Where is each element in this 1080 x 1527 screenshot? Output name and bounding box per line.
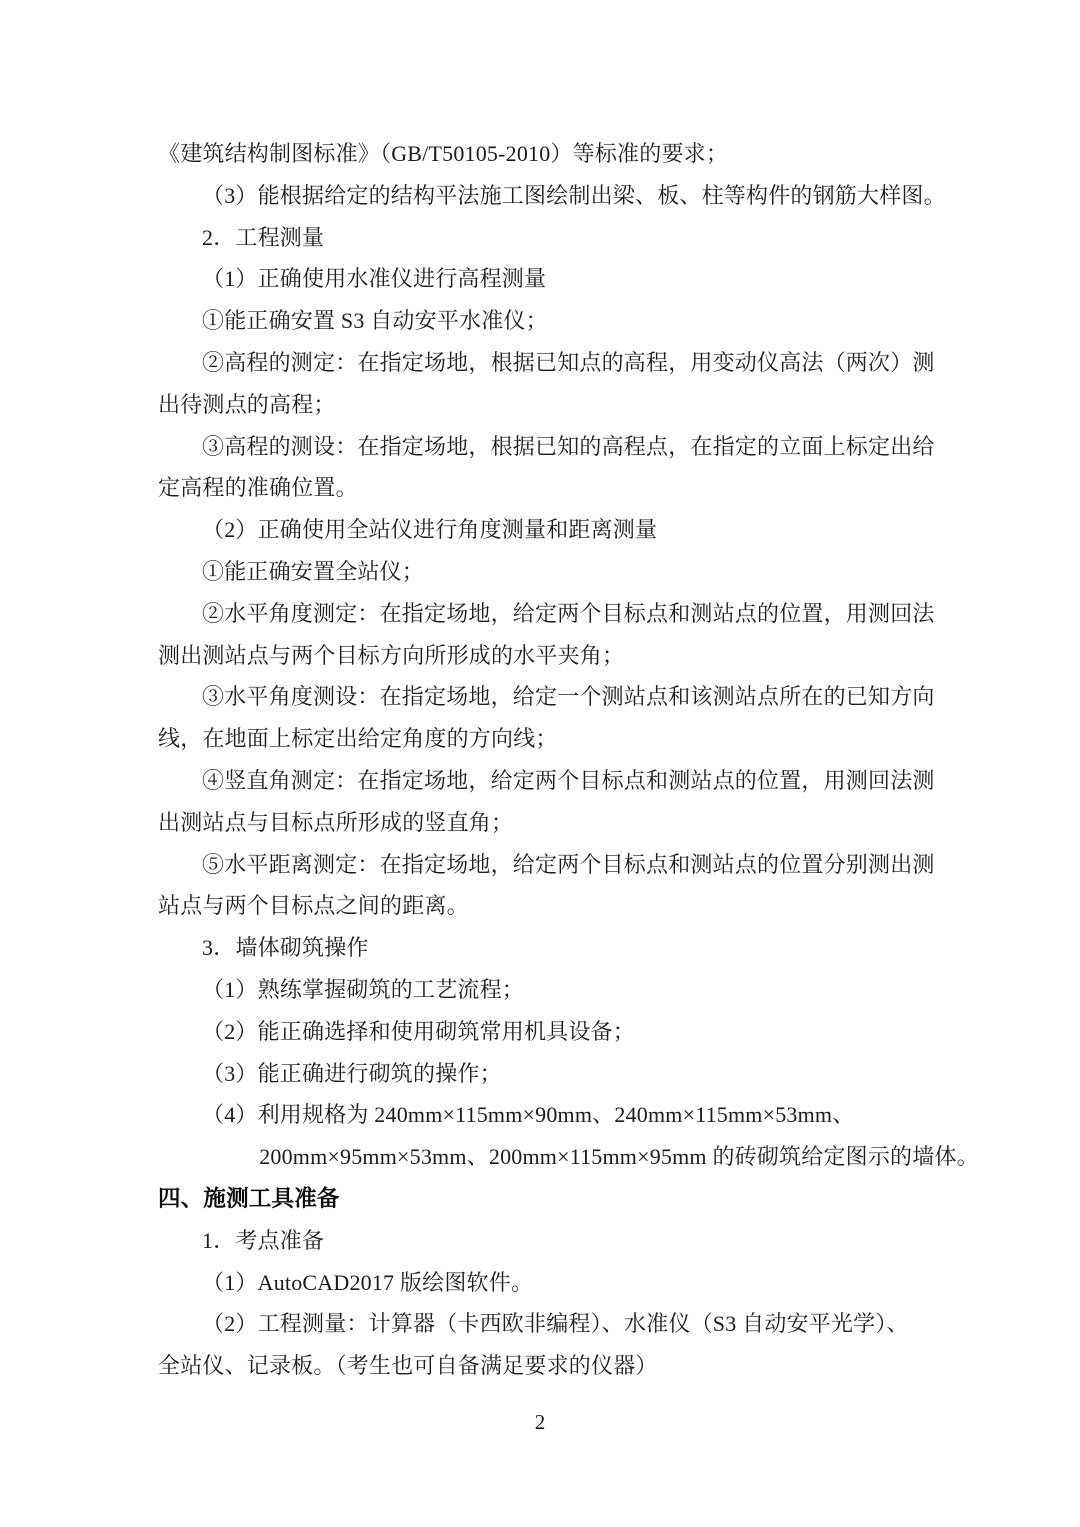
text-line: ③水平角度测设：在指定场地，给定一个测站点和该测站点所在的已知方向 bbox=[202, 684, 935, 710]
text-line: ③高程的测设：在指定场地，根据已知的高程点，在指定的立面上标定出给 bbox=[202, 433, 935, 459]
text-line: （2）工程测量：计算器（卡西欧非编程）、水准仪（S3 自动安平光学）、 bbox=[202, 1311, 909, 1337]
text-line: ②水平角度测定：在指定场地，给定两个目标点和测站点的位置，用测回法 bbox=[202, 600, 935, 626]
text-line: ⑤水平距离测定：在指定场地，给定两个目标点和测站点的位置分别测出测 bbox=[202, 851, 935, 877]
text-line: ④竖直角测定：在指定场地，给定两个目标点和测站点的位置，用测回法测 bbox=[202, 767, 935, 793]
text-line: ①能正确安置全站仪； bbox=[202, 558, 425, 584]
text-line: ①能正确安置 S3 自动安平水准仪； bbox=[202, 308, 548, 334]
text-line: （2）正确使用全站仪进行角度测量和距离测量 bbox=[202, 517, 658, 543]
text-line: 200mm×95mm×53mm、200mm×115mm×95mm 的砖砌筑给定图示的墙体。 bbox=[259, 1144, 979, 1170]
text-line: （1）AutoCAD2017 版绘图软件。 bbox=[202, 1269, 534, 1295]
text-line: 定高程的准确位置。 bbox=[158, 475, 358, 501]
text-line: 线，在地面上标定出给定角度的方向线； bbox=[158, 726, 558, 752]
text-line: （3）能正确进行砌筑的操作； bbox=[202, 1060, 502, 1086]
text-line: （1）熟练掌握砌筑的工艺流程； bbox=[202, 976, 525, 1002]
page-number: 2 bbox=[534, 1410, 546, 1434]
text-line: （3）能根据给定的结构平法施工图绘制出梁、板、柱等构件的钢筋大样图。 bbox=[202, 182, 946, 208]
text-line: 出待测点的高程； bbox=[158, 391, 336, 417]
document-body bbox=[158, 133, 979, 1387]
text-line: （4）利用规格为 240mm×115mm×90mm、240mm×115mm×53mm、 bbox=[202, 1102, 855, 1128]
section-heading: 四、施测工具准备 bbox=[158, 1185, 340, 1211]
text-line: ②高程的测定：在指定场地，根据已知点的高程，用变动仪高法（两次）测 bbox=[202, 349, 935, 375]
text-line: 《建筑结构制图标准》（GB/T50105-2010）等标准的要求； bbox=[158, 141, 729, 166]
text-line: 2．工程测量 bbox=[202, 224, 325, 250]
text-line: 全站仪、记录板。（考生也可自备满足要求的仪器） bbox=[158, 1353, 658, 1379]
text-line: （1）正确使用水准仪进行高程测量 bbox=[202, 266, 547, 292]
text-line: （2）能正确选择和使用砌筑常用机具设备； bbox=[202, 1018, 636, 1044]
text-line: 3．墙体砌筑操作 bbox=[202, 935, 369, 961]
text-line: 出测站点与目标点所形成的竖直角； bbox=[158, 809, 514, 835]
text-line: 站点与两个目标点之间的距离。 bbox=[158, 893, 469, 919]
text-line: 1．考点准备 bbox=[202, 1227, 325, 1253]
text-line: 测出测站点与两个目标方向所形成的水平夹角； bbox=[158, 642, 625, 668]
